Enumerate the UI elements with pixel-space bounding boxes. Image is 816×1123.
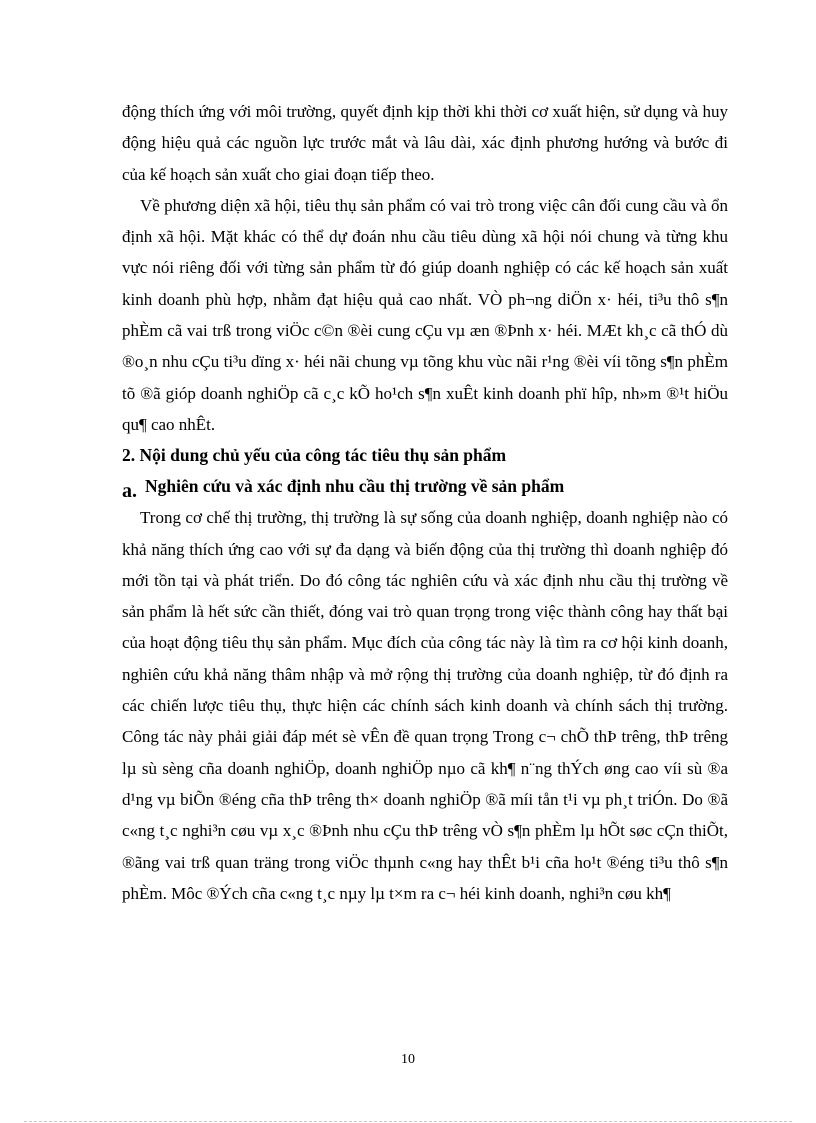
- page-body: [122, 96, 728, 909]
- subsection-marker: a.: [122, 480, 137, 503]
- section-heading: 2. Nội dung chủ yếu của công tác tiêu thụ sản phẩm: [122, 445, 507, 466]
- subsection-title: Nghiên cứu và xác định nhu cầu thị trường về sản phẩm: [145, 476, 565, 497]
- page-number: 10: [401, 1052, 415, 1067]
- paragraph-2: Về phương diện xã hội, tiêu thụ sản phẩm có vai trò trong việc cân đối cung cầu và ổn định xã hội. Mặt khác có thể dự đoán nhu cầu tiêu dùng xã hội nói chung và từng khu vực nói riêng đối với từng sản phẩm từ đó giúp doanh nghiệp có các kế hoạch sản xuất kinh doanh phù hợp, nhằm đạt hiệu quả cao nhất. VÒ ph¬ng diÖn x· héi, ti³u thô s¶n phÈm cã vai trß trong viÖc c©n ®èi cung cÇu vµ æn ®Þnh x· héi. MÆt kh¸c cã thÓ dù ®o¸n nhu cÇu ti³u dïng x· héi nãi chung vµ tõng khu vùc nãi r¹ng ®èi víi tõng s¶n phÈm tõ ®ã gióp doanh nghiÖp cã c¸c kÕ ho¹ch s¶n xuÊt kinh doanh phï hîp, nh»m ®¹t hiÖu qu¶ cao nhÊt.: [122, 195, 728, 434]
- paragraph-1: động thích ứng với môi trường, quyết định kịp thời khi thời cơ xuất hiện, sử dụng và huy động hiệu quả các nguồn lực trước mắt và lâu dài, xác định phương hướng và bước đi của kế hoạch sản xuất cho giai đoạn tiếp theo.: [122, 102, 728, 184]
- page-bottom-divider: [24, 1121, 792, 1122]
- paragraph-3: Trong cơ chế thị trường, thị trường là sự sống của doanh nghiệp, doanh nghiệp nào có khả năng thích ứng cao với sự đa dạng và biến động của thị trường thì doanh nghiệp đó mới tồn tại và phát triển. Do đó công tác nghiên cứu và xác định nhu cầu thị trường về sản phẩm là hết sức cần thiết, đóng vai trò quan trọng trong việc thành công hay thất bại của hoạt động tiêu thụ sản phẩm. Mục đích của công tác này là tìm ra cơ hội kinh doanh, nghiên cứu khả năng thâm nhập và mở rộng thị trường của doanh nghiệp, từ đó định ra các chiến lược tiêu thụ, thực hiện các chính sách kinh doanh và chính sách thị trường. Công tác này phải giải đáp mét sè vÊn đề quan trọng Trong c¬ chÕ thÞ trêng, thÞ trêng lµ sù sèng cña doanh nghiÖp, doanh nghiÖp nµo cã kh¶ n¨ng thÝch øng cao víi sù ®a d¹ng vµ biÕn ®éng cña thÞ trêng th× doanh nghiÖp ®ã míi tån t¹i vµ ph¸t triÓn. Do ®ã c«ng t¸c nghi³n cøu vµ x¸c ®Þnh nhu cÇu thÞ trêng vÒ s¶n phÈm lµ hÕt søc cÇn thiÕt, ®ãng vai trß quan träng trong viÖc thµnh c«ng hay thÊt b¹i cña ho¹t ®éng ti³u thô s¶n phÈm. Môc ®Ých cña c«ng t¸c nµy lµ t×m ra c¬ héi kinh doanh, nghi³n cøu kh¶: [122, 508, 728, 903]
- subsection-heading: [122, 471, 728, 502]
